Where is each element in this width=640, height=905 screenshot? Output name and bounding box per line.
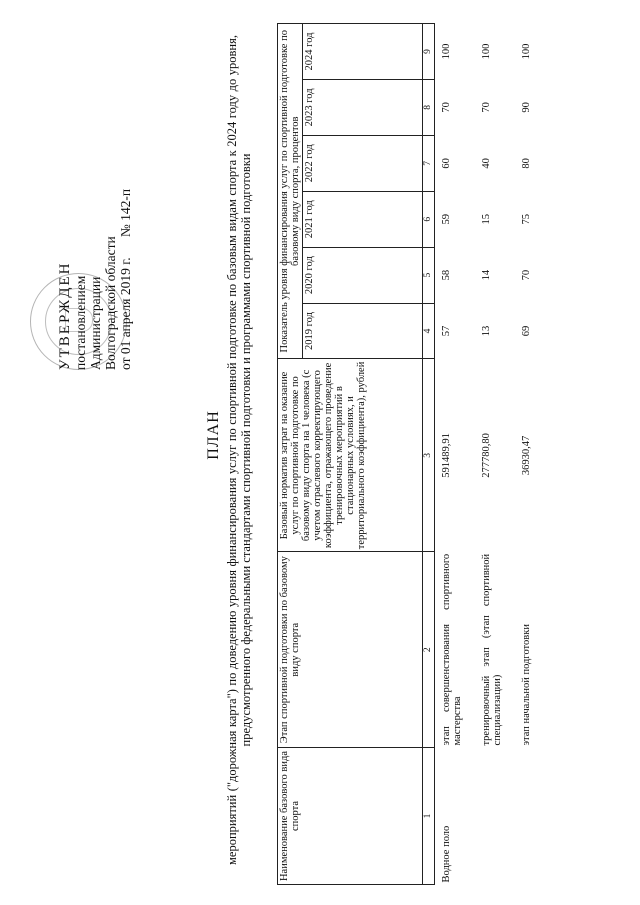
value-cell: 75 bbox=[521, 213, 532, 225]
column-number: 5 bbox=[423, 247, 435, 303]
value-cell: 59 bbox=[441, 213, 452, 225]
value-cell: 90 bbox=[521, 102, 532, 113]
column-numbers-row bbox=[423, 24, 435, 885]
table-row bbox=[475, 24, 515, 885]
header-year: 2022 год bbox=[303, 135, 423, 191]
approval-date-number bbox=[118, 70, 133, 370]
value-cell: 15 bbox=[481, 213, 492, 225]
header-norm: Базовый норматив затрат на оказание услуг по спортивной подготовке по базовому виду спорта на 1 человека (с учетом отраслевого корректирующего коэффициента, отражающего проведение тренировочных мероприятий в стационарных условиях, и территориального коэффициента), рублей bbox=[278, 359, 423, 552]
stage-cell: этап начальной подготовки bbox=[521, 624, 532, 746]
value-cell: 14 bbox=[481, 269, 492, 281]
approval-line-3: Волгоградской области bbox=[103, 236, 118, 370]
header-funding-level: Показатель уровня финансирования услуг по спортивной подготовке по базовому виду спорта, процентов bbox=[278, 24, 303, 359]
header-year: 2020 год bbox=[303, 247, 423, 303]
approval-line-1: постановлением bbox=[73, 275, 88, 370]
approval-heading: УТВЕРЖДЕН bbox=[57, 261, 73, 370]
approval-date: от 01 апреля 2019 г. bbox=[118, 257, 133, 370]
value-cell: 70 bbox=[521, 269, 532, 281]
approval-block bbox=[58, 70, 133, 370]
value-cell: 69 bbox=[521, 325, 532, 337]
sport-name: Водное поло bbox=[441, 825, 452, 883]
column-number: 9 bbox=[423, 24, 435, 80]
table-row bbox=[435, 24, 476, 885]
value-cell: 70 bbox=[441, 102, 452, 113]
document-title: ПЛАН bbox=[205, 410, 222, 460]
plan-table bbox=[277, 23, 544, 885]
value-cell: 57 bbox=[441, 325, 452, 337]
norm-cell: 36930,47 bbox=[521, 435, 532, 476]
document-subtitle: мероприятий ("дорожная карта") по доведению уровня финансирования услуг по спортивной подготовке по базовым видам спорта к 2024 году до уровня, предусмотренного федеральными стандартами спортивной подготовки и программами спортивной подготовки bbox=[225, 35, 253, 865]
norm-cell: 591489,91 bbox=[441, 433, 452, 478]
header-year: 2019 год bbox=[303, 303, 423, 359]
column-number: 3 bbox=[423, 359, 435, 552]
stage-cell: тренировочный этап (этап спортивной специализации) bbox=[481, 553, 503, 746]
approval-number: № 142-п bbox=[118, 188, 133, 238]
column-number: 2 bbox=[423, 552, 435, 748]
header-year: 2024 год bbox=[303, 24, 423, 80]
value-cell: 100 bbox=[481, 43, 492, 60]
value-cell: 60 bbox=[441, 158, 452, 169]
column-number: 4 bbox=[423, 303, 435, 359]
value-cell: 58 bbox=[441, 269, 452, 281]
approval-line-2: Администрации bbox=[88, 276, 103, 370]
value-cell: 100 bbox=[441, 43, 452, 60]
stage-cell: этап совершенствования спортивного мастерства bbox=[441, 553, 463, 746]
value-cell: 80 bbox=[521, 158, 532, 169]
table-row bbox=[515, 24, 544, 885]
value-cell: 70 bbox=[481, 102, 492, 113]
column-number: 8 bbox=[423, 79, 435, 135]
value-cell: 13 bbox=[481, 325, 492, 337]
header-sport: Наименование базового вида спорта bbox=[278, 748, 423, 885]
column-number: 7 bbox=[423, 135, 435, 191]
column-number: 1 bbox=[423, 748, 435, 885]
header-stage: Этап спортивной подготовки по базовому виду спорта bbox=[278, 552, 423, 748]
value-cell: 100 bbox=[521, 43, 532, 60]
header-year: 2023 год bbox=[303, 79, 423, 135]
column-number: 6 bbox=[423, 191, 435, 247]
value-cell: 40 bbox=[481, 158, 492, 169]
norm-cell: 277780,80 bbox=[481, 433, 492, 478]
header-year: 2021 год bbox=[303, 191, 423, 247]
